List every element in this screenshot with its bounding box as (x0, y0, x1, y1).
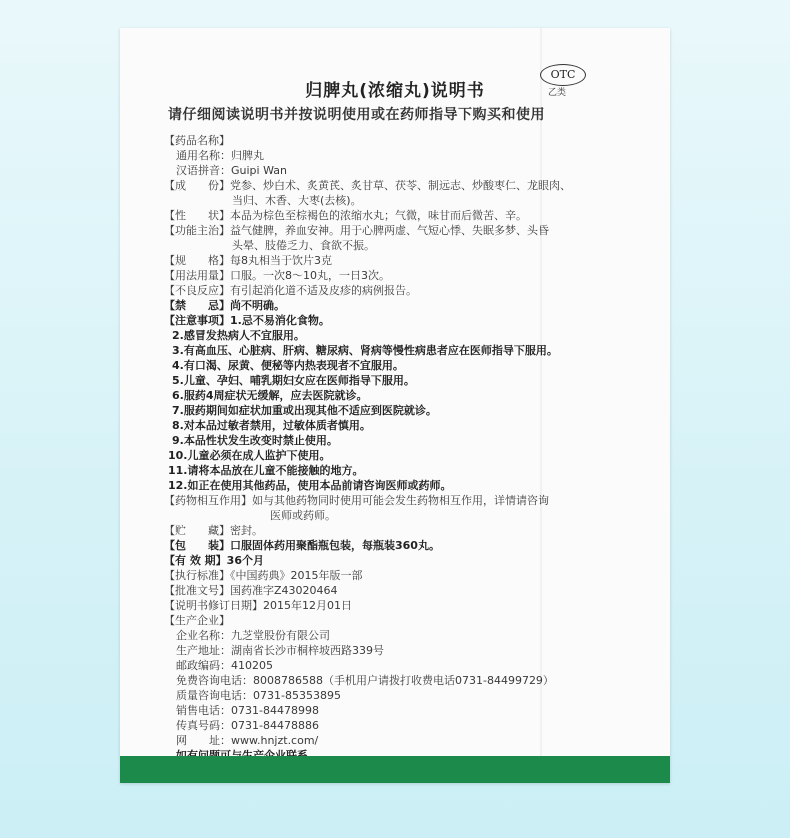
company-name: 企业名称：九芝堂股份有限公司 (176, 629, 330, 642)
precaution-item: 12.如正在使用其他药品，使用本品前请咨询医师或药师。 (168, 479, 452, 492)
precaution-item: 5.儿童、孕妇、哺乳期妇女应在医师指导下服用。 (172, 374, 415, 387)
info-line: 【包 装】口服固体药用聚酯瓶包装，每瓶装360丸。 (164, 539, 440, 552)
otc-badge: OTC (540, 64, 586, 86)
info-line: 医师或药师。 (270, 509, 336, 522)
info-line: 汉语拼音：Guipi Wan (176, 164, 287, 177)
otc-class-label: 乙类 (548, 88, 567, 98)
website: 网 址：www.hnjzt.com/ (176, 734, 319, 747)
info-line: 【禁 忌】尚不明确。 (164, 299, 285, 312)
info-line: 【说明书修订日期】2015年12月01日 (164, 599, 352, 612)
info-line: 【不良反应】有引起消化道不适及皮疹的病例报告。 (164, 284, 417, 297)
section-heading-drug-name: 【药品名称】 (164, 134, 230, 147)
precaution-item: 11.请将本品放在儿童不能接触的地方。 (168, 464, 364, 477)
precaution-item: 3.有高血压、心脏病、肝病、糖尿病、肾病等慢性病患者应在医师指导下服用。 (172, 344, 558, 357)
quality-hotline: 质量咨询电话：0731-85353895 (176, 689, 341, 702)
precaution-item: 【注意事项】1.忌不易消化食物。 (164, 314, 330, 327)
info-line: 【贮 藏】密封。 (164, 524, 263, 537)
info-line: 头晕、肢倦乏力、食欲不振。 (232, 239, 375, 252)
info-line: 通用名称：归脾丸 (176, 149, 264, 162)
free-hotline: 免费咨询电话：8008786588（手机用户请拨打收费电话0731-84499729） (176, 674, 554, 687)
info-line: 【用法用量】口服。一次8～10丸，一日3次。 (164, 269, 390, 282)
info-line: 【执行标准】《中国药典》2015年版一部 (164, 569, 363, 582)
company-address: 生产地址：湖南省长沙市桐梓坡西路339号 (176, 644, 384, 657)
info-line: 【药物相互作用】如与其他药物同时使用可能会发生药物相互作用，详情请咨询 (164, 494, 549, 507)
precaution-item: 10.儿童必须在成人监护下使用。 (168, 449, 331, 462)
info-line: 【成 份】党参、炒白术、炙黄芪、炙甘草、茯苓、制远志、炒酸枣仁、龙眼肉、 (164, 179, 571, 192)
paper-fold (540, 28, 542, 758)
info-line: 【规 格】每8丸相当于饮片3克 (164, 254, 332, 267)
precaution-item: 6.服药4周症状无缓解，应去医院就诊。 (172, 389, 368, 402)
document-title: 归脾丸(浓缩丸)说明书 (305, 81, 485, 101)
info-line: 【有 效 期】36个月 (164, 554, 264, 567)
fax-number: 传真号码：0731-84478886 (176, 719, 319, 732)
usage-notice: 请仔细阅读说明书并按说明使用或在药师指导下购买和使用 (168, 107, 545, 123)
precaution-item: 7.服药期间如症状加重或出现其他不适应到医院就诊。 (172, 404, 437, 417)
postal-code: 邮政编码：410205 (176, 659, 273, 672)
precaution-item: 2.感冒发热病人不宜服用。 (172, 329, 305, 342)
instruction-sheet (120, 28, 670, 783)
green-bottom-band (120, 756, 670, 783)
precaution-item: 9.本品性状发生改变时禁止使用。 (172, 434, 338, 447)
info-line: 当归、木香、大枣(去核)。 (232, 194, 362, 207)
sales-phone: 销售电话：0731-84478998 (176, 704, 319, 717)
section-heading-manufacturer: 【生产企业】 (164, 614, 230, 627)
precaution-item: 4.有口渴、尿黄、便秘等内热表现者不宜服用。 (172, 359, 404, 372)
info-line: 【性 状】本品为棕色至棕褐色的浓缩水丸；气微，味甘而后微苦、辛。 (164, 209, 527, 222)
info-line: 【批准文号】国药准字Z43020464 (164, 584, 338, 597)
info-line: 【功能主治】益气健脾，养血安神。用于心脾两虚、气短心悸、失眠多梦、头昏 (164, 224, 549, 237)
precaution-item: 8.对本品过敏者禁用，过敏体质者慎用。 (172, 419, 371, 432)
